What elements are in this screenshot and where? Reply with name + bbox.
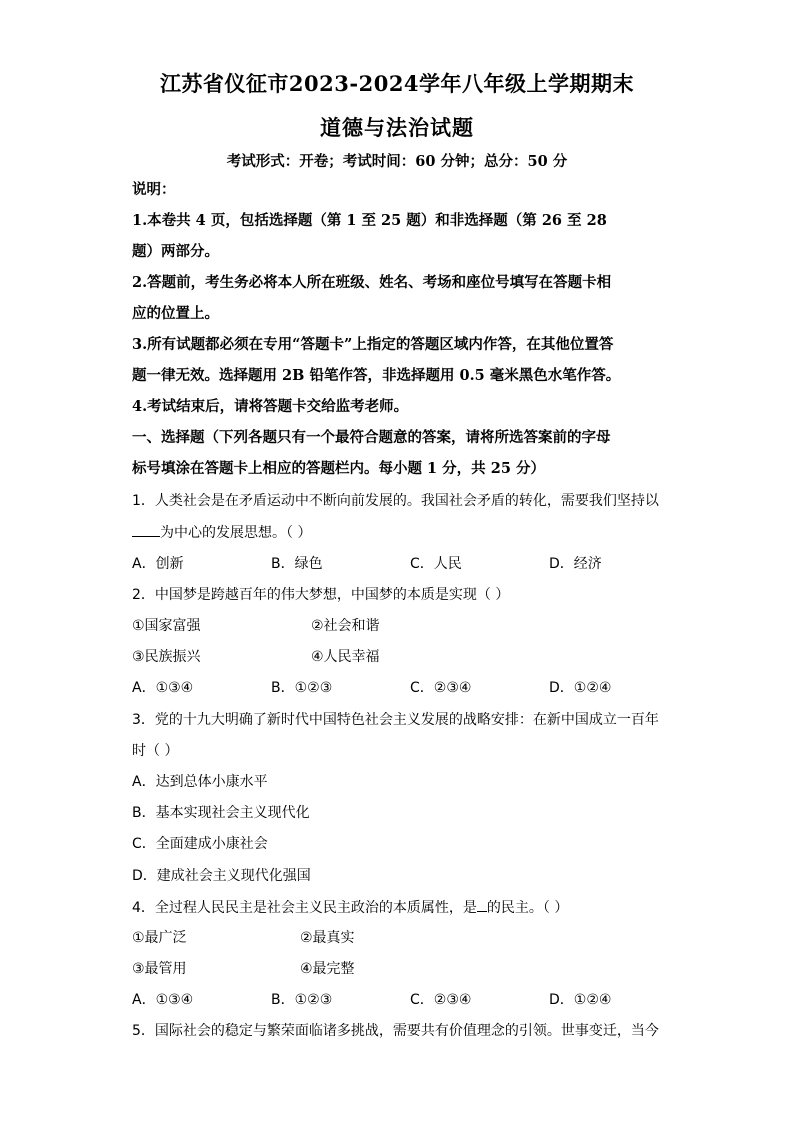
q3-stem-a: 3．党的十九大明确了新时代中国特色社会主义发展的战略安排：在新中国成立一百年 xyxy=(132,712,659,728)
q2-option-a: A．①③④ xyxy=(132,680,194,696)
q3-stem-b: 时（ ） xyxy=(132,743,179,759)
q2-item-3: ③民族振兴 xyxy=(132,649,201,665)
q4-option-c: C．②③④ xyxy=(410,992,472,1008)
q4-option-b: B．①②③ xyxy=(271,992,333,1008)
q1-option-d: D．经济 xyxy=(549,556,602,572)
section1-heading-b: 标号填涂在答题卡上相应的答题栏内。每小题 1 分，共 25 分） xyxy=(132,460,545,477)
q1-option-b: B．绿色 xyxy=(271,556,323,572)
q2-option-d: D．①②④ xyxy=(549,680,612,696)
q3-option-d: D．建成社会主义现代化强国 xyxy=(132,868,311,884)
q1-stem-a: 1．人类社会是在矛盾运动中不断向前发展的。我国社会矛盾的转化，需要我们坚持以 xyxy=(132,493,659,509)
q1-option-a: A．创新 xyxy=(132,556,184,572)
exam-info: 考试形式：开卷；考试时间：60 分钟；总分：50 分 xyxy=(226,153,568,170)
q4-stem xyxy=(132,897,568,918)
instruction-4: 4.考试结束后，请将答题卡交给监考老师。 xyxy=(132,398,409,415)
q3-option-c: C．全面建成小康社会 xyxy=(132,836,268,852)
q1-stem-b-line xyxy=(132,522,311,543)
exam-title-line2: 道德与法治试题 xyxy=(320,115,474,140)
q2-item-4: ④人民幸福 xyxy=(311,649,380,665)
q2-option-b: B．①②③ xyxy=(271,680,333,696)
q1-option-c: C．人民 xyxy=(410,556,462,572)
q5-stem-a: 5．国际社会的稳定与繁荣面临诸多挑战，需要共有价值理念的引领。世事变迁，当今 xyxy=(132,1023,659,1039)
instruction-1b: 题）两部分。 xyxy=(132,243,219,260)
q2-option-c: C．②③④ xyxy=(410,680,472,696)
q2-item-1: ①国家富强 xyxy=(132,618,201,634)
instructions-label: 说明： xyxy=(132,181,176,198)
q1-stem-b: 为中心的发展思想。（ ） xyxy=(160,525,312,541)
q4-item-4: ④最完整 xyxy=(300,961,355,977)
instruction-3a: 3.所有试题都必须在专用“答题卡”上指定的答题区域内作答，在其他位置答 xyxy=(132,336,614,353)
q4-item-2: ②最真实 xyxy=(300,930,355,946)
instruction-2b: 应的位置上。 xyxy=(132,305,219,322)
q3-option-b: B．基本实现社会主义现代化 xyxy=(132,805,310,821)
q4-item-3: ③最管用 xyxy=(132,961,187,977)
exam-title-line1: 江苏省仪征市2023-2024学年八年级上学期期末 xyxy=(159,71,635,96)
q4-stem-pre: 4．全过程人民民主是社会主义民主政治的本质属性，是 xyxy=(132,900,477,916)
q4-stem-post: 的民主。（ ） xyxy=(486,900,569,916)
instruction-1a: 1.本卷共 4 页，包括选择题（第 1 至 25 题）和非选择题（第 26 至 28 xyxy=(132,212,607,229)
q4-option-a: A．①③④ xyxy=(132,992,194,1008)
q2-stem: 2．中国梦是跨越百年的伟大梦想，中国梦的本质是实现（ ） xyxy=(132,587,510,603)
q4-option-d: D．①②④ xyxy=(549,992,612,1008)
q2-item-2: ②社会和谐 xyxy=(311,618,380,634)
section1-heading-a: 一、选择题（下列各题只有一个最符合题意的答案，请将所选答案前的字母 xyxy=(132,429,611,446)
q3-option-a: A．达到总体小康水平 xyxy=(132,774,268,790)
instruction-3b: 题一律无效。选择题用 2B 铅笔作答，非选择题用 0.5 毫米黑色水笔作答。 xyxy=(132,367,621,384)
q4-blank xyxy=(477,897,487,912)
instruction-2a: 2.答题前，考生务必将本人所在班级、姓名、考场和座位号填写在答题卡相 xyxy=(132,274,612,291)
q1-blank xyxy=(132,522,160,537)
q4-item-1: ①最广泛 xyxy=(132,930,187,946)
